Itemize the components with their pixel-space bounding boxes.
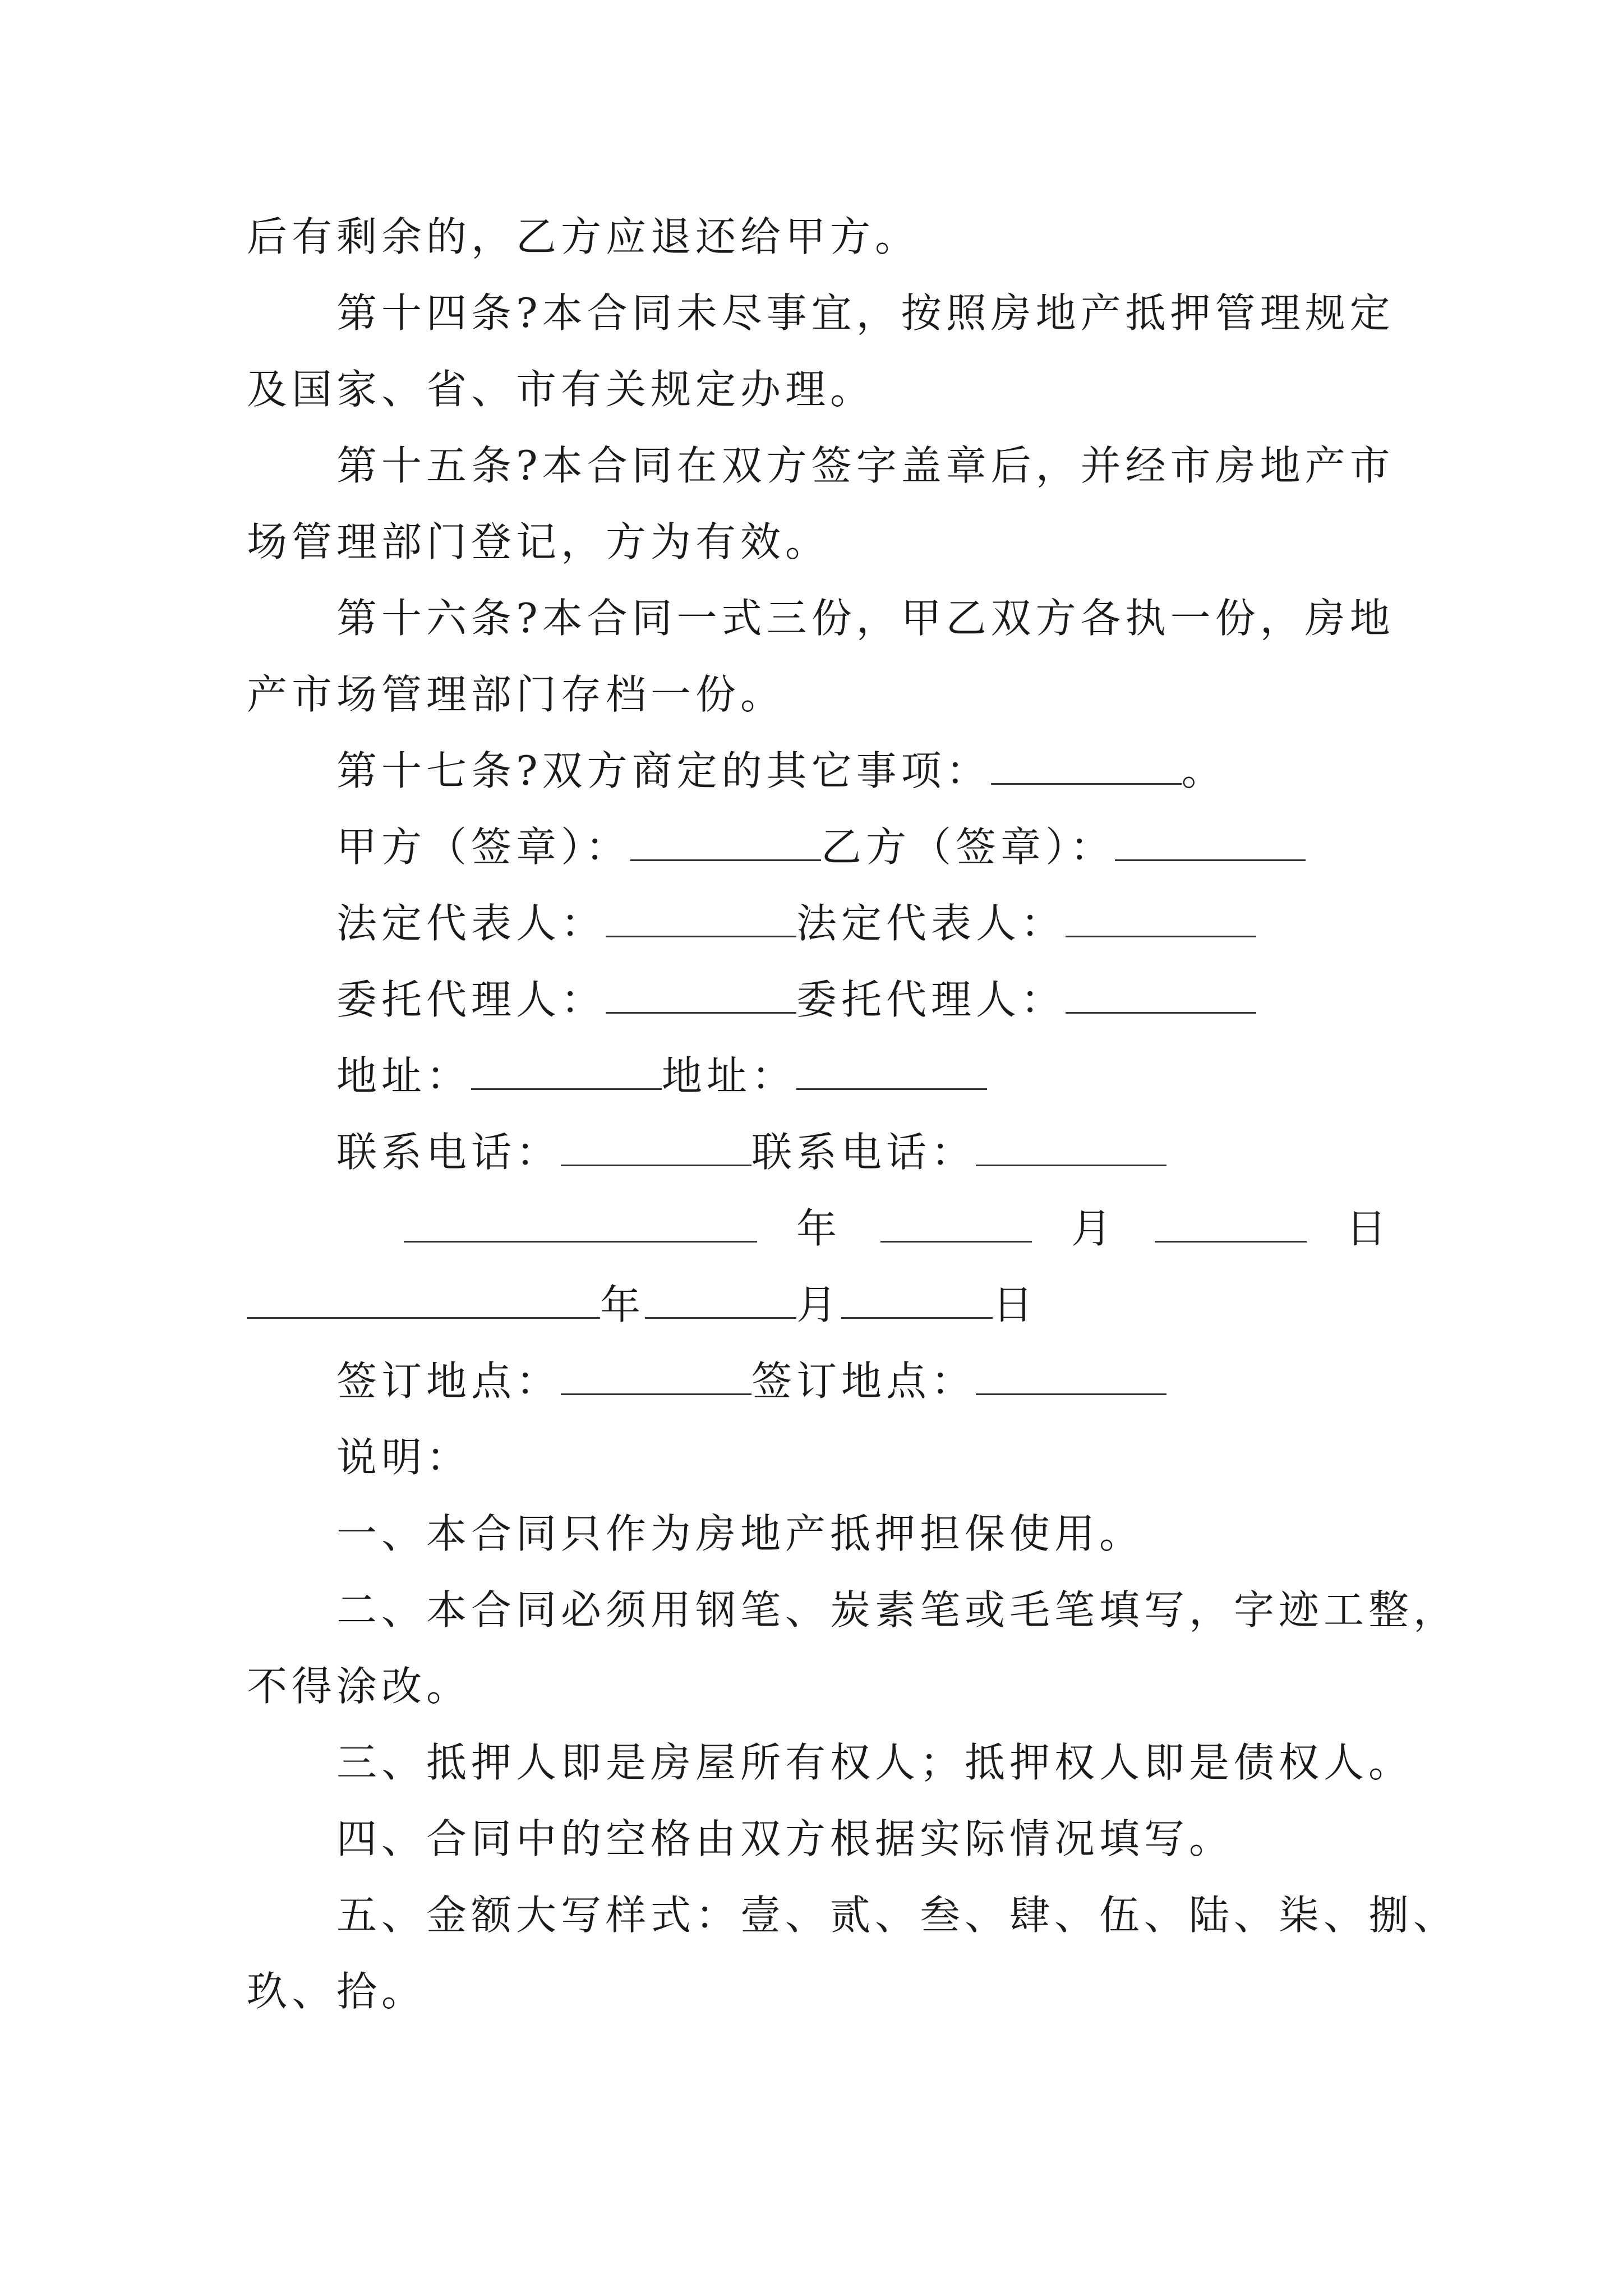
agent-b-label: 委托代理人： [796, 976, 1066, 1023]
signing-place-row [336, 1353, 1486, 1409]
article-17 [336, 743, 1486, 799]
year-b-label: 年 [600, 1281, 645, 1328]
notes-heading: 说明： [336, 1434, 472, 1481]
date-row-a [404, 1200, 1553, 1257]
article-14-line-1: 第十四条?本合同未尽事宜，按照房地产抵押管理规定 [336, 289, 1395, 337]
address-a-blank [471, 1053, 662, 1090]
legal-rep-b-blank [1066, 901, 1256, 937]
place-b-label: 签订地点： [751, 1358, 976, 1405]
article-15-line-1: 第十五条?本合同在双方签字盖章后，并经市房地产市 [336, 442, 1395, 489]
address-a-label: 地址： [336, 1052, 472, 1099]
note-4: 四、合同中的空格由双方根据实际情况填写。 [336, 1815, 1234, 1862]
article-14-line-2: 及国家、省、市有关规定办理。 [247, 366, 875, 413]
phone-b-label: 联系电话： [751, 1129, 976, 1176]
article-15-line-2: 场管理部门登记，方为有效。 [247, 518, 831, 565]
phone-a-label: 联系电话： [336, 1129, 561, 1176]
phone-row [336, 1124, 1486, 1180]
place-b-blank [976, 1359, 1166, 1395]
day-a-label: 日 [1346, 1205, 1391, 1252]
party-signature-row [336, 819, 1486, 875]
agent-a-blank [606, 977, 796, 1014]
date-row-b [247, 1277, 1396, 1333]
address-b-label: 地址： [662, 1052, 797, 1099]
article-17-end: 。 [1181, 747, 1227, 794]
phone-a-blank [561, 1130, 751, 1166]
month-a-blank [880, 1206, 1032, 1243]
note-5-line-2: 玖、拾。 [247, 1968, 427, 2015]
phone-b-blank [976, 1130, 1166, 1166]
address-b-blank [796, 1053, 987, 1090]
legal-rep-row [336, 895, 1486, 951]
note-1: 一、本合同只作为房地产抵押担保使用。 [336, 1510, 1145, 1557]
note-5-line-1: 五、金额大写样式：壹、贰、叁、肆、伍、陆、柒、捌、 [336, 1892, 1459, 1939]
other-matters-blank [991, 748, 1182, 785]
agent-b-blank [1066, 977, 1256, 1014]
party-a-label: 甲方（签章）： [336, 823, 631, 871]
party-b-blank [1115, 825, 1306, 861]
month-b-blank [645, 1282, 796, 1319]
agent-a-label: 委托代理人： [336, 976, 606, 1023]
agent-row [336, 972, 1486, 1028]
month-b-label: 月 [796, 1281, 842, 1328]
month-a-label: 月 [1071, 1205, 1117, 1252]
year-a-label: 年 [796, 1205, 842, 1252]
place-a-blank [561, 1359, 751, 1395]
day-b-blank [841, 1282, 993, 1319]
year-b-blank [247, 1282, 600, 1319]
day-b-label: 日 [993, 1281, 1038, 1328]
note-2-line-2: 不得涂改。 [247, 1663, 472, 1710]
day-a-blank [1155, 1206, 1307, 1243]
legal-rep-b-label: 法定代表人： [796, 900, 1066, 947]
place-a-label: 签订地点： [336, 1358, 561, 1405]
note-2-line-1: 二、本合同必须用钢笔、炭素笔或毛笔填写，字迹工整， [336, 1586, 1459, 1634]
article-16-line-1: 第十六条?本合同一式三份，甲乙双方各执一份，房地 [336, 595, 1395, 642]
article-17-label: 第十七条?双方商定的其它事项： [336, 747, 991, 794]
legal-rep-a-blank [606, 901, 796, 937]
legal-rep-a-label: 法定代表人： [336, 900, 606, 947]
article-16-line-2: 产市场管理部门存档一份。 [247, 671, 786, 718]
party-b-label: 乙方（签章）： [821, 823, 1115, 871]
article-13-tail: 后有剩余的，乙方应退还给甲方。 [247, 213, 920, 260]
year-a-blank [404, 1206, 757, 1243]
party-a-blank [630, 825, 821, 861]
note-3: 三、抵押人即是房屋所有权人；抵押权人即是债权人。 [336, 1739, 1414, 1786]
address-row [336, 1048, 1486, 1104]
